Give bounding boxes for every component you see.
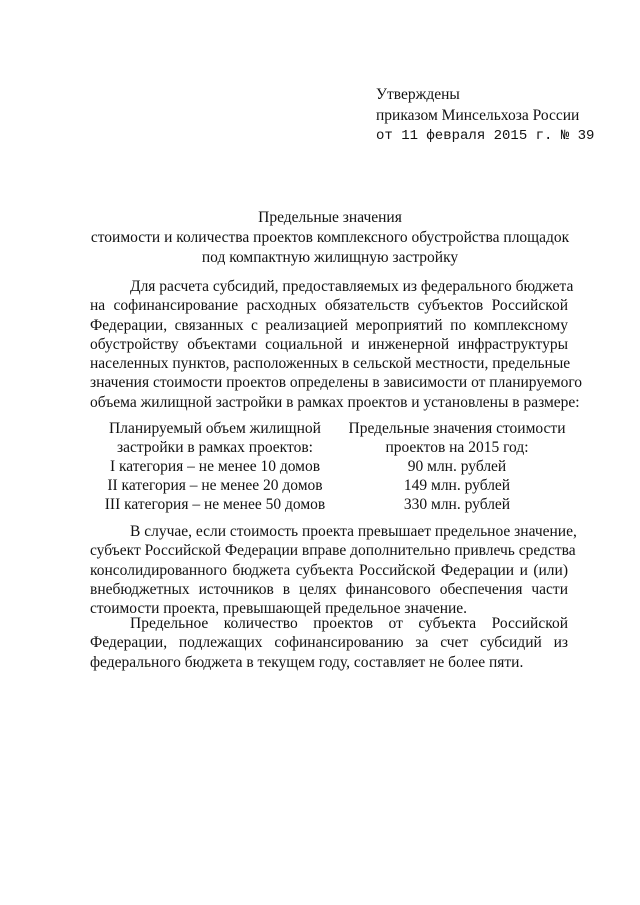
value-header-line: Предельные значения стоимости <box>348 420 566 437</box>
document-title <box>90 208 570 268</box>
intro-line: Федерации, связанных с реализацией мероприятий по комплексному <box>90 316 568 334</box>
exceed-line: субъект Российской Федерации вправе дополнительно привлечь средства <box>90 542 576 560</box>
approval-stamp <box>376 84 594 147</box>
value-cell: 330 млн. рублей <box>403 496 511 513</box>
title-line-1: Предельные значения <box>258 209 402 226</box>
category-cell: I категория – не менее 10 домов <box>109 458 321 475</box>
category-header-line: застройки в рамках проектов: <box>117 439 313 456</box>
category-cell: II категория – не менее 20 домов <box>107 477 323 494</box>
approval-line-1: Утверждены <box>376 86 460 103</box>
value-cell: 149 млн. рублей <box>403 477 511 494</box>
approval-line-2: приказом Минсельхоза России <box>376 107 580 124</box>
value-cell: 90 млн. рублей <box>407 458 507 475</box>
limit-line: федерального бюджета в текущем году, составляет не более пяти. <box>90 653 524 671</box>
limit-paragraph <box>90 614 568 672</box>
intro-line: обустройству объектами социальной и инженерной инфраструктуры <box>90 335 568 353</box>
exceed-line: внебюджетных источников в целях финансового обеспечения части <box>90 580 568 598</box>
limit-line: Предельное количество проектов от субъекта Российской <box>130 615 568 632</box>
exceed-line: В случае, если стоимость проекта превышает предельное значение, <box>130 523 577 540</box>
intro-line: населенных пунктов, расположенных в сельской местности, предельные <box>90 355 571 373</box>
intro-paragraph <box>90 277 583 412</box>
value-column <box>348 419 566 514</box>
intro-line: Для расчета субсидий, предоставляемых из федерального бюджета <box>130 278 574 295</box>
category-header-line: Планируемый объем жилищной <box>109 420 321 437</box>
intro-line: на софинансирование расходных обязательств субъектов Российской <box>90 297 568 315</box>
approval-line-3: от 11 февраля 2015 г. № 39 <box>376 128 595 144</box>
category-column <box>100 419 330 514</box>
title-line-2: стоимости и количества проектов комплексного обустройства площадок <box>90 229 570 246</box>
limit-line: Федерации, подлежащих софинансированию за счет субсидий из <box>90 634 568 652</box>
exceed-paragraph <box>90 522 577 618</box>
intro-line: значения стоимости проектов определены в зависимости от планируемого <box>90 374 583 392</box>
category-cell: III категория – не менее 50 домов <box>104 496 326 513</box>
exceed-line: консолидированного бюджета субъекта Российской Федерации и (или) <box>90 561 568 579</box>
exceed-line: стоимости проекта, превышающей предельное значение. <box>90 600 468 618</box>
intro-line: объема жилищной застройки в рамках проектов и установлены в размере: <box>90 393 580 411</box>
title-line-3: под компактную жилищную застройку <box>201 249 459 266</box>
value-header-line: проектов на 2015 год: <box>385 439 529 456</box>
